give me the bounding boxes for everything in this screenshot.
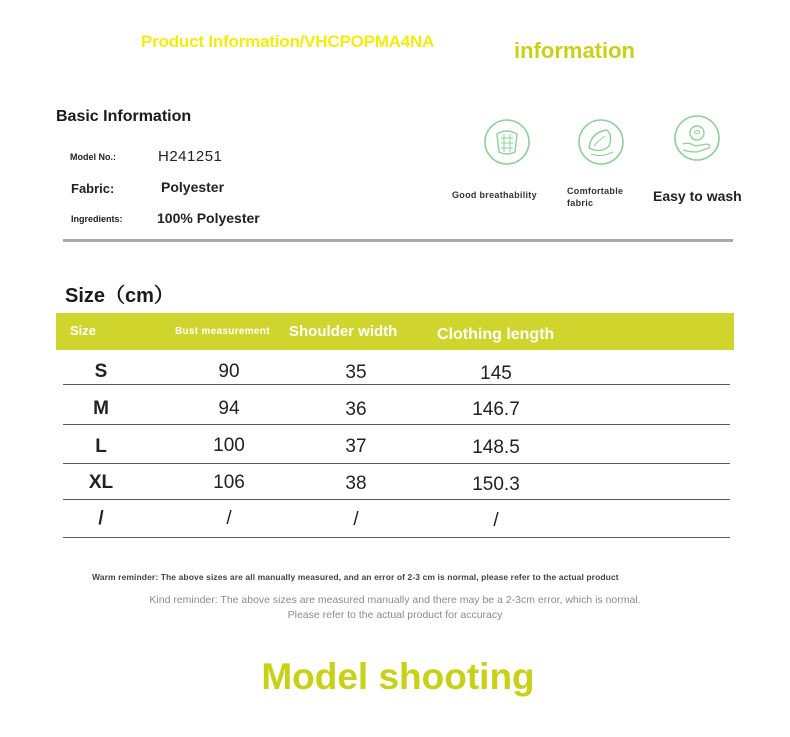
cell-size: XL xyxy=(88,472,114,493)
fabric-value: Polyester xyxy=(161,179,225,195)
model-shooting-heading: Model shooting xyxy=(261,656,535,697)
basic-info-heading: Basic Information xyxy=(56,108,192,125)
cell-shoulder: / xyxy=(353,509,359,530)
col-header-length: Clothing length xyxy=(437,326,555,343)
comfortable-fabric-icon xyxy=(577,118,625,166)
cell-shoulder: 36 xyxy=(345,399,367,420)
model-no-label: Model No.: xyxy=(70,152,116,162)
row-divider xyxy=(63,384,730,385)
col-header-shoulder: Shoulder width xyxy=(289,323,398,340)
cell-bust: 100 xyxy=(213,435,245,456)
cell-length: / xyxy=(493,510,499,531)
cell-length: 146.7 xyxy=(472,399,520,420)
hand-wash-icon xyxy=(673,114,721,162)
cell-shoulder: 37 xyxy=(345,436,367,457)
breathable-fabric-icon xyxy=(483,118,531,166)
kind-reminder-line2: Please refer to the actual product for accuracy xyxy=(287,609,503,621)
row-divider xyxy=(63,537,730,538)
cell-size: S xyxy=(94,361,108,382)
cell-size: / xyxy=(98,508,104,529)
kind-reminder-line1: Kind reminder: The above sizes are measured manually and there may be a 2-3cm error, which is normal. xyxy=(149,594,641,606)
col-header-size: Size xyxy=(70,323,97,338)
row-divider xyxy=(63,463,730,464)
feature-label-fabric: fabric xyxy=(567,198,594,208)
ingredients-label: Ingredients: xyxy=(71,214,123,224)
ingredients-value: 100% Polyester xyxy=(157,210,260,226)
cell-bust: 94 xyxy=(218,398,240,419)
feature-label-easy-wash: Easy to wash xyxy=(653,188,742,204)
cell-size: L xyxy=(95,436,107,457)
cell-shoulder: 38 xyxy=(345,473,367,494)
cell-length: 150.3 xyxy=(472,474,520,495)
size-heading: Size（cm） xyxy=(65,285,174,307)
section-divider xyxy=(63,239,733,242)
col-header-bust: Bust measurement xyxy=(175,326,270,337)
feature-label-comfortable: Comfortable xyxy=(567,186,624,196)
cell-bust: 106 xyxy=(213,472,245,493)
cell-size: M xyxy=(93,398,109,419)
warm-reminder: Warm reminder: The above sizes are all manually measured, and an error of 2-3 cm is normal, please refer to the actual product xyxy=(92,572,619,582)
cell-bust: / xyxy=(226,508,232,529)
cell-length: 145 xyxy=(480,363,512,384)
row-divider xyxy=(63,424,730,425)
cell-bust: 90 xyxy=(218,361,240,382)
row-divider xyxy=(63,499,730,500)
product-info-title: Product Information/VHCPOPMA4NA xyxy=(141,32,435,51)
cell-shoulder: 35 xyxy=(345,362,367,383)
fabric-label: Fabric: xyxy=(71,181,115,196)
model-no-value: H241251 xyxy=(158,148,223,165)
product-info-subtitle: information xyxy=(514,38,635,63)
size-table-header xyxy=(56,313,734,350)
feature-label-breathability: Good breathability xyxy=(452,190,537,200)
cell-length: 148.5 xyxy=(472,437,520,458)
